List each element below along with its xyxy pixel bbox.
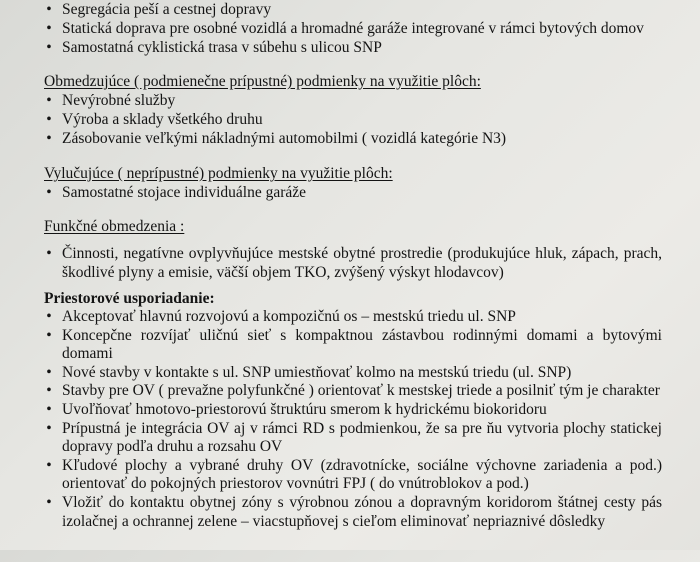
- bullet-icon: •: [46, 39, 52, 56]
- list-item: • Činnosti, negatívne ovplyvňujúce mestské obytné prostredie (produkujúce hluk, zápach, prach, škodlivé plyny a emisie, väčší objem TKO, zvýšený výskyt hlodavcov): [0, 244, 700, 282]
- spatial-list: [0, 308, 700, 531]
- restrictive-heading: Obmedzujúce ( podmienečne prípustné) podmienky na využitie plôch:: [44, 73, 481, 90]
- bullet-icon: •: [46, 130, 52, 147]
- bullet-icon: •: [46, 493, 52, 511]
- list-item: • Segregácia peší a cestnej dopravy: [0, 0, 700, 19]
- bullet-icon: •: [46, 363, 52, 381]
- list-item: • Kľudové plochy a vybrané druhy OV (zdravotnícke, sociálne výchovne zariadenia a pod.) orientovať do pokojných priestorov vovnútri FPJ ( do vnútroblokov a pod.): [0, 457, 700, 494]
- intro-section: [0, 0, 700, 57]
- list-item: • Výroba a sklady všetkého druhu: [0, 110, 700, 129]
- list-item: • Stavby pre OV ( prevažne polyfunkčné ) orientovať k mestskej triede a posilniť tým je charakter: [0, 382, 700, 401]
- bullet-icon: •: [46, 111, 52, 128]
- restrictive-list: [0, 91, 700, 148]
- functional-list: [0, 244, 700, 282]
- bullet-icon: •: [46, 245, 52, 262]
- bullet-icon: •: [46, 92, 52, 109]
- bullet-icon: •: [46, 1, 52, 18]
- excluding-heading: Vylučujúce ( neprípustné) podmienky na využitie plôch:: [44, 165, 393, 182]
- list-item: • Samostatné stojace individuálne garáže: [0, 183, 700, 202]
- bullet-icon: •: [46, 308, 52, 325]
- list-item: • Samostatná cyklistická trasa v súbehu s ulicou SNP: [0, 38, 700, 57]
- bullet-icon: •: [46, 400, 52, 418]
- list-item: • Zásobovanie veľkými nákladnými automobilmi ( vozidlá kategórie N3): [0, 129, 700, 148]
- bullet-icon: •: [46, 456, 52, 474]
- bullet-icon: •: [46, 20, 52, 37]
- list-item: • Statická doprava pre osobné vozidlá a hromadné garáže integrované v rámci bytových domov: [0, 19, 700, 38]
- bullet-icon: •: [46, 184, 52, 201]
- list-item: • Koncepčne rozvíjať uličnú sieť s kompaktnou zástavbou rodinnými domami a bytovými domami: [0, 327, 700, 364]
- list-item: • Nové stavby v kontakte s ul. SNP umiestňovať kolmo na mestskú triedu (ul. SNP): [0, 364, 700, 383]
- list-item: • Vložiť do kontaktu obytnej zóny s výrobnou zónou a dopravným koridorom štátnej cesty pás izolačnej a ochrannej zelene – viacstupňovej s cieľom eliminovať nepriaznivé dôsledky: [0, 494, 700, 531]
- list-item: • Prípustná je integrácia OV aj v rámci RD s podmienkou, že sa pre ňu vytvoria plochy statickej dopravy podľa druhu a rozsahu OV: [0, 420, 700, 457]
- list-item: • Nevýrobné služby: [0, 91, 700, 110]
- bullet-icon: •: [46, 326, 52, 344]
- functional-heading: Funkčné obmedzenia :: [44, 218, 185, 235]
- functional-section: [0, 217, 700, 282]
- spatial-heading: Priestorové usporiadanie:: [44, 290, 215, 307]
- excluding-section: [0, 164, 700, 202]
- list-item: • Akceptovať hlavnú rozvojovú a kompozičnú os – mestskú triedu ul. SNP: [0, 308, 700, 327]
- restrictive-section: [0, 72, 700, 148]
- intro-list: [0, 0, 700, 57]
- excluding-list: [0, 183, 700, 202]
- bullet-icon: •: [46, 419, 52, 437]
- bullet-icon: •: [46, 382, 52, 400]
- list-item: • Uvoľňovať hmotovo-priestorovú štruktúru smerom k hydrickému biokoridoru: [0, 401, 700, 420]
- spatial-section: [0, 289, 700, 531]
